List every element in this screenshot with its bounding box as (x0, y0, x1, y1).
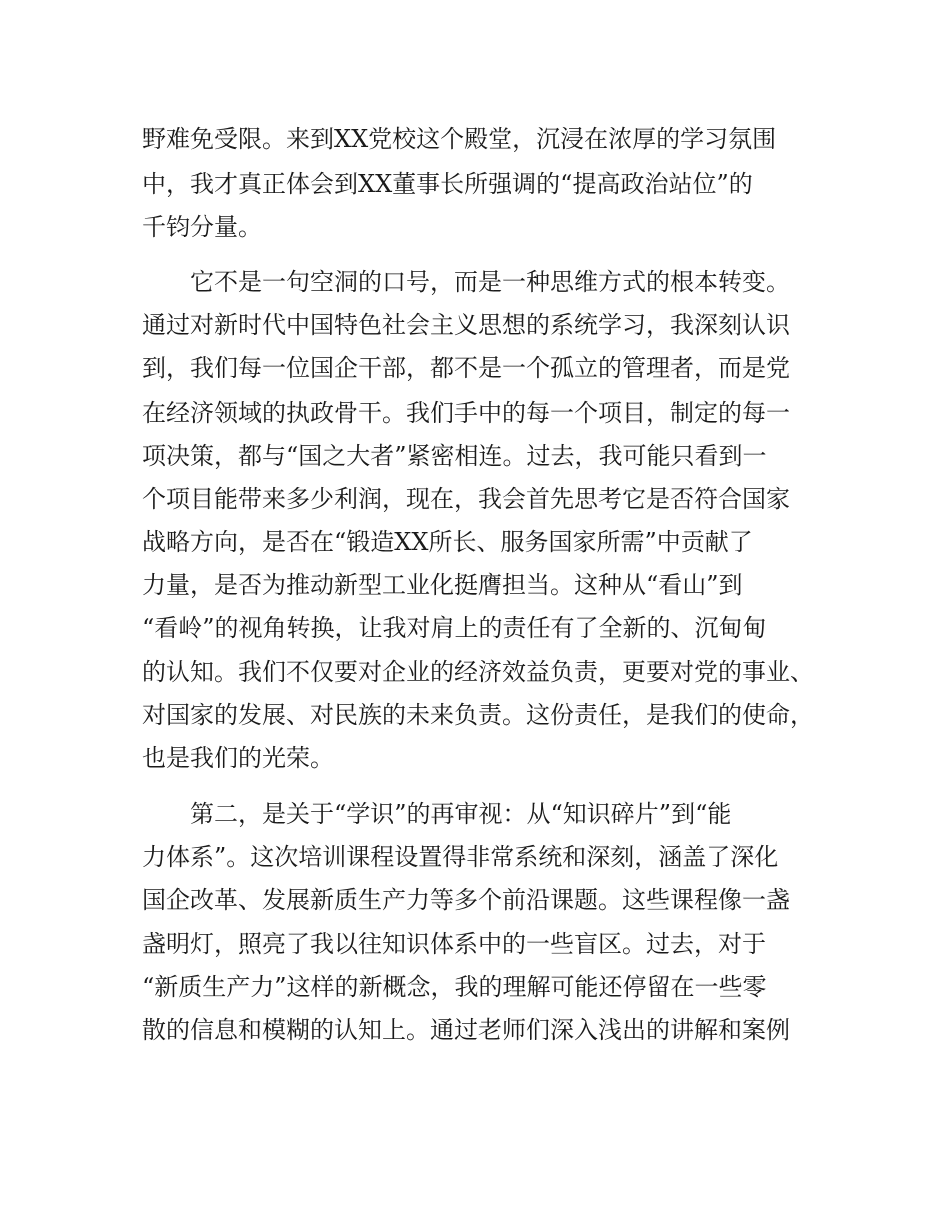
text-line: 对国家的发展、对民族的未来负责。这份责任，是我们的使命， (142, 701, 814, 729)
text-line: 力量，是否为推动新型工业化挺膺担当。这种从“看山”到 (142, 571, 743, 599)
text-line: 中，我才真正体会到XX董事长所强调的“提高政治站位”的 (142, 170, 753, 198)
paragraph-first-line: 第二，是关于“学识”的再审视：从“知识碎片”到“能 (190, 800, 732, 828)
text-line: 战略方向，是否在“锻造XX所长、服务国家所需”中贡献了 (142, 528, 753, 556)
text-line: 也是我们的光荣。 (142, 744, 334, 772)
text-line: 在经济领域的执政骨干。我们手中的每一个项目，制定的每一 (142, 399, 790, 427)
text-line: “看岭”的视角转换，让我对肩上的责任有了全新的、沉甸甸 (142, 614, 767, 642)
text-line: 通过对新时代中国特色社会主义思想的系统学习，我深刻认识 (142, 311, 790, 339)
text-line: 散的信息和模糊的认知上。通过老师们深入浅出的讲解和案例 (142, 1016, 790, 1044)
paragraph-first-line: 它不是一句空洞的口号，而是一种思维方式的根本转变。 (190, 268, 790, 296)
text-line: 盏明灯，照亮了我以往知识体系中的一些盲区。过去，对于 (142, 930, 766, 958)
text-line: 野难免受限。来到XX党校这个殿堂，沉浸在浓厚的学习氛围 (142, 125, 777, 153)
text-line: “新质生产力”这样的新概念，我的理解可能还停留在一些零 (142, 973, 767, 1001)
text-line: 项决策，都与“国之大者”紧密相连。过去，我可能只看到一 (142, 442, 767, 470)
text-line: 力体系”。这次培训课程设置得非常系统和深刻，涵盖了深化 (142, 843, 779, 871)
text-line: 千钧分量。 (142, 213, 262, 241)
text-line: 到，我们每一位国企干部，都不是一个孤立的管理者，而是党 (142, 354, 790, 382)
text-line: 国企改革、发展新质生产力等多个前沿课题。这些课程像一盏 (142, 886, 790, 914)
text-line: 个项目能带来多少利润，现在，我会首先思考它是否符合国家 (142, 485, 790, 513)
text-line: 的认知。我们不仅要对企业的经济效益负责，更要对党的事业、 (142, 658, 814, 686)
